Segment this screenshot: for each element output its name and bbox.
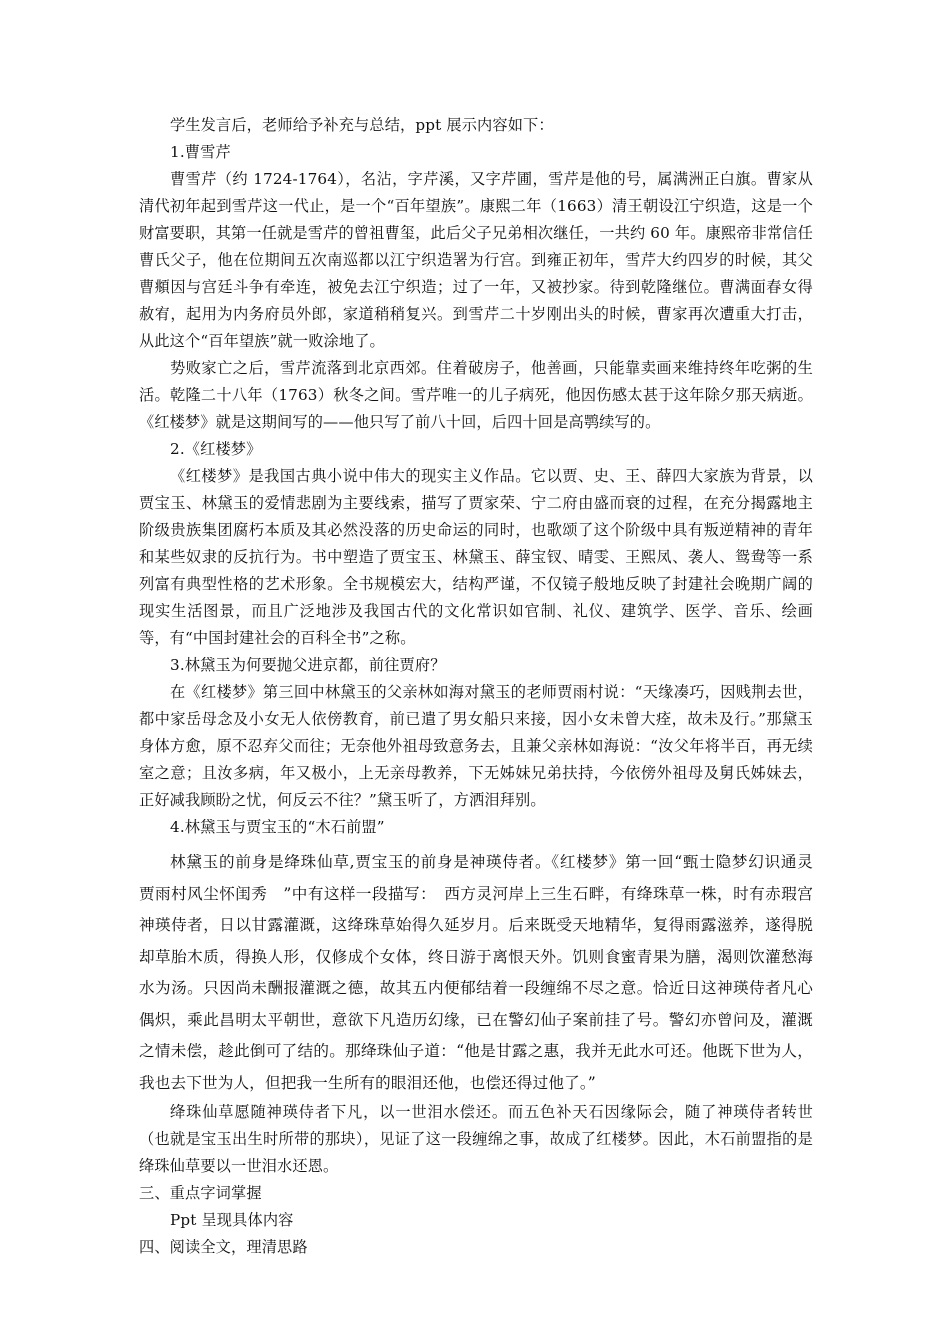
paragraph-mushi-story: 林黛玉的前身是绛珠仙草,贾宝玉的前身是神瑛侍者。《红楼梦》第一回“甄士隐梦幻识通灵 贾雨村风尘怀闺秀 ”中有这样一段描写： 西方灵河岸上三生石畔，有绛珠草一株，时有赤瑕宫神瑛侍者，日以甘露灌溉，这绛珠草始得久延岁月。后来既受天地精华，复得雨露滋养，遂得脱却草胎木质，得换人形，仅修成个女体，终日游于离恨天外。饥则食蜜青果为膳，渴则饮灌愁海水为汤。只因尚未酬报灌溉之德，故其五内便郁结着一段缠绵不尽之意。恰近日这神瑛侍者凡心偶炽，乘此昌明太平朝世，意欲下凡造历幻缘，已在警幻仙子案前挂了号。警幻亦曾问及，灌溉之情未偿，趁此倒可了结的。那绛珠仙子道：“他是甘露之惠，我并无此水可还。他既下世为人，我也去下世为人，但把我一生所有的眼泪还他，也偿还得过他了。” [139,853,829,1092]
section-heading-reading: 四、阅读全文，理清思路 [139,1238,308,1256]
heading-hongloumeng: 2.《红楼梦》 [170,440,262,458]
heading-mushi-qianmeng: 4.林黛玉与贾宝玉的“木石前盟” [170,818,385,836]
heading-cao-xueqin: 1.曹雪芹 [170,143,231,161]
heading-daiyu-leaves: 3.林黛玉为何要抛父进京都，前往贾府？ [170,656,446,674]
paragraph-hongloumeng: 《红楼梦》是我国古典小说中伟大的现实主义作品。它以贾、史、王、薛四大家族为背景，以贾宝玉、林黛玉的爱情悲剧为主要线索，描写了贾家荣、宁二府由盛而衰的过程，在充分揭露地主阶级贵族集团腐朽本质及其必然没落的历史命运的同时，也歌颂了这个阶级中具有叛逆精神的青年和某些奴隶的反抗行为。书中塑造了贾宝玉、林黛玉、薛宝钗、晴雯、王熙凤、袭人、鸳鸯等一系列富有典型性格的艺术形象。全书规模宏大，结构严谨，不仅镜子般地反映了封建社会晚期广阔的现实生活图景，而且广泛地涉及我国古代的文化常识如官制、礼仪、建筑学、医学、音乐、绘画等，有“中国封建社会的百科全书”之称。 [139,467,813,647]
intro-paragraph: 学生发言后，老师给予补充与总结，ppt 展示内容如下： [170,116,554,134]
document-page [139,112,829,1261]
paragraph-cao-xueqin-later: 势败家亡之后，雪芹流落到北京西郊。住着破房子，他善画，只能靠卖画来维持终年吃粥的生活。乾隆二十八年（1763）秋冬之间。雪芹唯一的儿子病死，他因伤感太甚于这年除夕那天病逝。《红楼梦》就是这期间写的——他只写了前八十回，后四十回是高鹗续写的。 [139,359,813,431]
paragraph-ppt-content: Ppt 呈现具体内容 [170,1211,294,1229]
mushi-section [139,847,829,1099]
paragraph-cao-xueqin-bio: 曹雪芹（约 1724-1764），名沾，字芹溪，又字芹圃，雪芹是他的号，属满洲正白旗。曹家从清代初年起到雪芹这一代止，是一个“百年望族”。康熙二年（1663）清王朝设江宁织造，这是一个财富要职，其第一任就是雪芹的曾祖曹玺，此后父子兄弟相次继任，一共约 60 年。康熙帝非常信任曹氏父子，他在位期间五次南巡都以江宁织造署为行宫。到雍正初年，雪芹大约四岁的时候，其父曹頫因与宫廷斗争有牵连，被免去江宁织造；过了一年，又被抄家。待到乾隆继位。曹满面春女得赦宥，起用为内务府员外郎，家道稍稍复兴。到雪芹二十岁刚出头的时候，曹家再次遭重大打击，从此这个“百年望族”就一败涂地了。 [139,170,813,350]
paragraph-daiyu-leaves: 在《红楼梦》第三回中林黛玉的父亲林如海对黛玉的老师贾雨村说：“天缘凑巧，因贱荆去世，都中家岳母念及小女无人依傍教育，前已遣了男女船只来接，因小女未曾大痊，故未及行。”那黛玉身体方愈，原不忍弃父而往；无奈他外祖母致意务去，且兼父亲林如海说：“汝父年将半百，再无续室之意；且汝多病，年又极小，上无亲母教养，下无姊妹兄弟扶持，今依傍外祖母及舅氏姊妹去，正好减我顾盼之忧，何反云不往？”黛玉听了，方洒泪拜别。 [139,683,813,809]
section-heading-vocabulary: 三、重点字词掌握 [139,1184,262,1202]
paragraph-mushi-meaning: 绛珠仙草愿随神瑛侍者下凡，以一世泪水偿还。而五色补天石因缘际会，随了神瑛侍者转世（也就是宝玉出生时所带的那块），见证了这一段缠绵之事，故成了红楼梦。因此，木石前盟指的是绛珠仙草要以一世泪水还恩。 [139,1103,813,1175]
